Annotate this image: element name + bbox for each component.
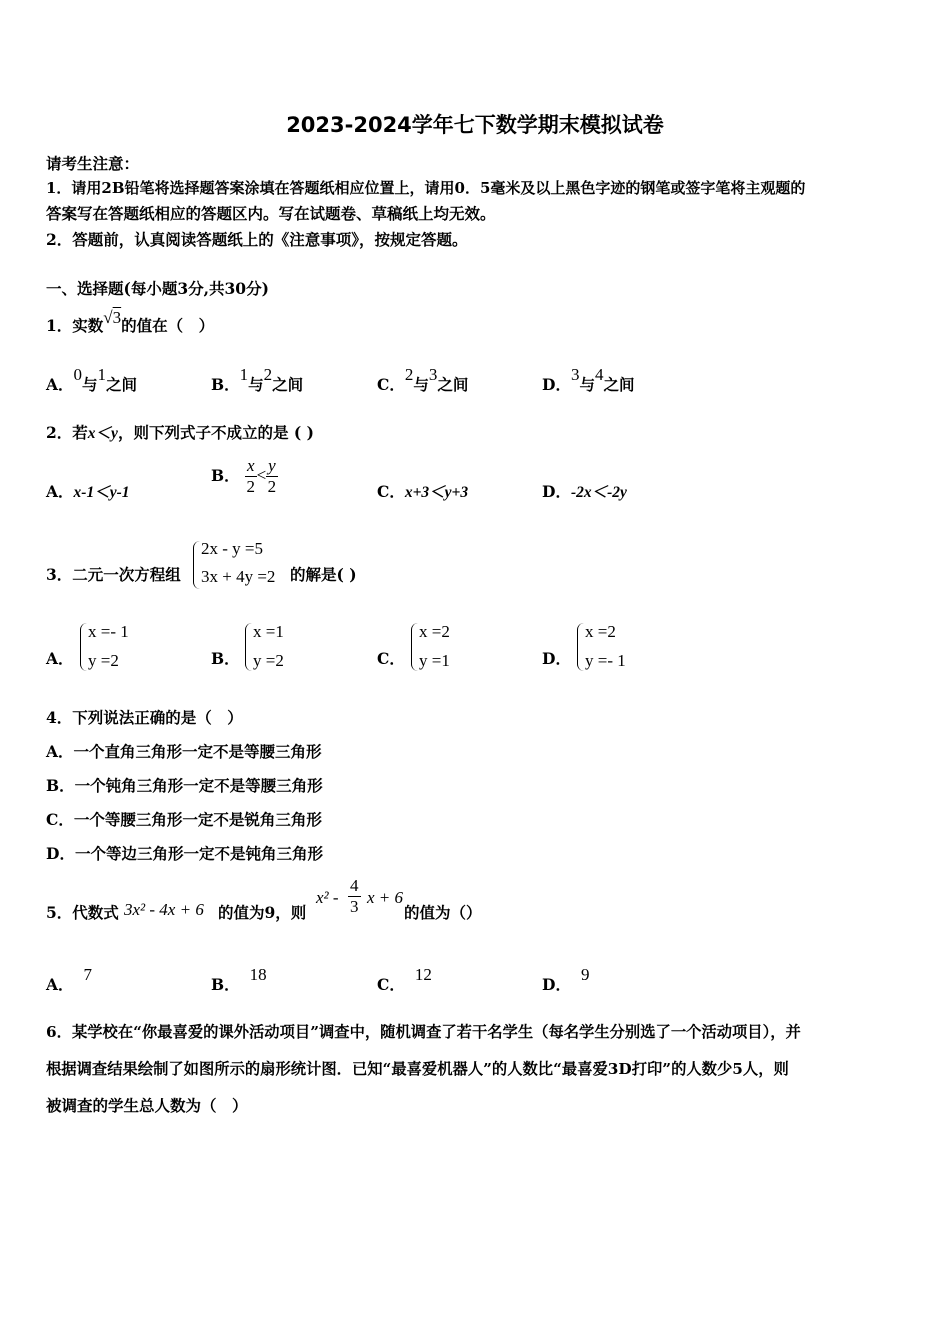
option-label: D． <box>542 482 571 501</box>
q4-option-b[interactable]: B．一个钝角三角形一定不是等腰三角形 <box>46 776 323 795</box>
q3-pre: 3．二元一次方程组 <box>46 565 181 584</box>
q2-option-b[interactable] <box>211 456 278 497</box>
q2-option-d[interactable] <box>542 480 627 502</box>
q1-pre: 1．实数 <box>46 316 104 335</box>
option-number: 1 <box>239 365 249 384</box>
solution-brace <box>80 623 87 671</box>
question-4-stem: 4．下列说法正确的是（ ） <box>46 708 243 727</box>
question-1-stem <box>46 308 215 336</box>
fraction <box>348 876 361 917</box>
fraction <box>266 456 278 497</box>
q5-mid: 的值为9，则 <box>218 903 307 922</box>
option-number: 4 <box>594 365 604 384</box>
q5-expression-1: 3x² - 4x + 6 <box>124 900 204 919</box>
q2-option-c[interactable] <box>377 480 468 502</box>
option-label: B． <box>211 975 240 994</box>
fraction-numerator: 4 <box>350 876 359 895</box>
option-number: 1 <box>97 365 107 384</box>
fraction-numerator: y <box>268 456 276 475</box>
option-text: 与 <box>579 375 595 394</box>
q1-option-a[interactable] <box>46 365 138 395</box>
option-text: x+3＜y+3 <box>404 484 469 501</box>
option-number: 2 <box>404 365 414 384</box>
q3-option-d-line-2: y =- 1 <box>585 651 626 670</box>
question-6-line-3: 被调查的学生总人数为（ ） <box>46 1096 248 1115</box>
fraction-denominator: 2 <box>267 477 277 496</box>
option-value: 7 <box>83 965 93 984</box>
fraction-denominator: 2 <box>246 477 256 496</box>
notice-line-1b: 答案写在答题纸相应的答题区内。写在试题卷、草稿纸上均无效。 <box>46 204 496 223</box>
option-text: 与 <box>82 375 98 394</box>
q3-option-d-label[interactable]: D． <box>542 649 571 668</box>
option-label: D． <box>542 975 571 994</box>
q3-option-b-line-1: x =1 <box>253 622 284 641</box>
option-label: B． <box>211 465 240 485</box>
equation-brace <box>193 541 200 589</box>
option-label: C． <box>377 375 405 394</box>
option-text: x-1＜y-1 <box>73 484 130 501</box>
option-number: 2 <box>263 365 273 384</box>
question-6-line-1: 6．某学校在“你最喜爱的课外活动项目”调查中，随机调查了若干名学生（每名学生分别选了一个活动项目），并 <box>46 1023 801 1041</box>
q3-option-c-line-2: y =1 <box>419 651 450 670</box>
option-value: 9 <box>580 965 590 984</box>
section-heading: 一、选择题(每小题3分,共30分) <box>46 279 269 298</box>
option-label: C． <box>377 975 405 994</box>
q2-post: ，则下列式子不成立的是 ( ) <box>117 423 314 442</box>
q4-option-d[interactable]: D．一个等边三角形一定不是钝角三角形 <box>46 844 323 863</box>
q5-option-d[interactable] <box>542 965 590 995</box>
option-text: 之间 <box>437 375 469 394</box>
q3-equation-2: 3x + 4y =2 <box>201 567 276 586</box>
sqrt-symbol: √3 <box>103 308 122 327</box>
option-label: A． <box>46 482 74 501</box>
q3-option-b-line-2: y =2 <box>253 651 284 670</box>
fraction <box>245 456 257 497</box>
q3-option-d-line-1: x =2 <box>585 622 616 641</box>
q5-option-a[interactable] <box>46 965 93 995</box>
option-number: 3 <box>428 365 438 384</box>
option-label: A． <box>46 375 74 394</box>
question-6-line-2: 根据调查结果绘制了如图所示的扇形统计图．已知“最喜爱机器人”的人数比“最喜爱3D打印”的人数少5人，则 <box>46 1060 789 1078</box>
option-text: 之间 <box>272 375 304 394</box>
notice-line-1a: 1．请用2B铅笔将选择题答案涂填在答题纸相应位置上，请用0．5毫米及以上黑色字迹的钢笔或签字笔将主观题的 <box>46 179 806 197</box>
notice-line-2: 2．答题前，认真阅读答题纸上的《注意事项》，按规定答题。 <box>46 230 468 249</box>
option-label: B． <box>211 375 240 394</box>
fraction-denominator: 3 <box>350 897 359 916</box>
option-label: D． <box>542 375 571 394</box>
solution-brace <box>411 623 418 671</box>
notice-heading: 请考生注意： <box>46 154 140 173</box>
option-text: 与 <box>413 375 429 394</box>
relation: < <box>256 465 267 485</box>
q3-option-a-line-1: x =- 1 <box>88 622 129 641</box>
option-text: 之间 <box>603 375 635 394</box>
q1-option-b[interactable] <box>211 365 304 395</box>
question-2-stem <box>46 421 314 443</box>
solution-brace <box>577 623 584 671</box>
q4-option-a[interactable]: A．一个直角三角形一定不是等腰三角形 <box>46 742 322 761</box>
option-number: 3 <box>570 365 580 384</box>
option-value: 12 <box>414 965 432 984</box>
q3-option-c-line-1: x =2 <box>419 622 450 641</box>
q3-equation-1: 2x - y =5 <box>201 539 263 558</box>
q1-post: 的值在（ ） <box>121 316 215 335</box>
q5-post: 的值为（） <box>404 903 482 922</box>
q1-option-d[interactable] <box>542 365 635 395</box>
q5-option-c[interactable] <box>377 965 432 995</box>
option-number: 0 <box>73 365 83 384</box>
option-value: 18 <box>249 965 267 984</box>
option-label: C． <box>377 482 405 501</box>
q3-option-b-label[interactable]: B． <box>211 649 240 668</box>
q3-post: 的解是( ) <box>290 565 357 584</box>
q5-expression-2-b: x + 6 <box>367 888 404 907</box>
option-text: 之间 <box>106 375 138 394</box>
q2-pre: 2．若 <box>46 423 88 442</box>
q5-option-b[interactable] <box>211 965 267 995</box>
q3-option-a-label[interactable]: A． <box>46 649 74 668</box>
option-label: A． <box>46 975 74 994</box>
solution-brace <box>245 623 252 671</box>
fraction-numerator: x <box>247 456 255 475</box>
q1-option-c[interactable] <box>377 365 469 395</box>
option-text: 与 <box>248 375 264 394</box>
q2-expr: x＜y <box>87 425 118 442</box>
q3-option-a-line-2: y =2 <box>88 651 119 670</box>
q2-option-a[interactable] <box>46 480 129 502</box>
q1-radicand: 3 <box>112 308 122 327</box>
q5-expression-2-a: x² - <box>316 888 339 907</box>
page-title: 2023-2024学年七下数学期末模拟试卷 <box>286 113 664 137</box>
q5-pre: 5．代数式 <box>46 903 119 922</box>
q4-option-c[interactable]: C．一个等腰三角形一定不是锐角三角形 <box>46 810 322 829</box>
q3-option-c-label[interactable]: C． <box>377 649 405 668</box>
option-text: -2x＜-2y <box>570 484 627 501</box>
